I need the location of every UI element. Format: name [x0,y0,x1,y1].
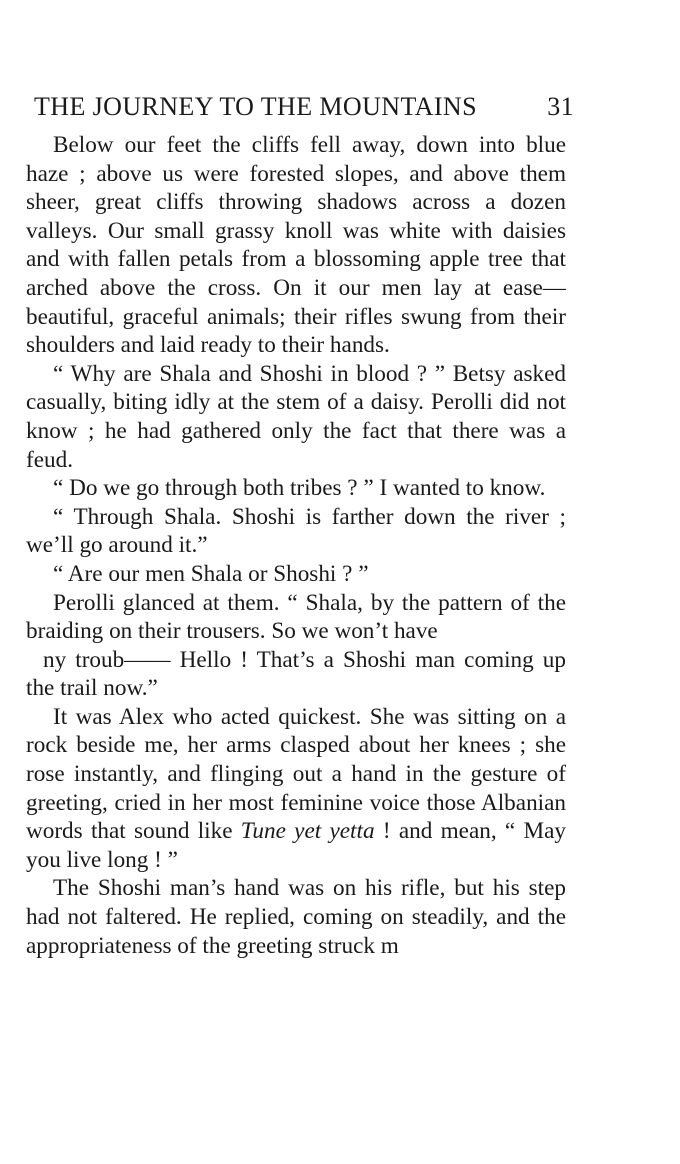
paragraph-fragment: ny troub—— Hello ! That’s a Shoshi man coming up the trail now.” [26,646,566,702]
body-text [26,131,566,960]
paragraph [26,646,566,703]
albanian-phrase: Tune yet yetta [240,818,375,845]
paragraph: “ Do we go through both tribes ? ” I wanted to know. [53,475,546,502]
paragraph [26,703,566,875]
paragraph-text: It was Alex who acted quickest. She was sitting on a rock beside me, her arms clasped about her knees ; she rose instantly, and flinging out a hand in the gesture of greeting, cried in her most feminine voice those Albanian words that sound like [26,703,566,845]
chapter-title: THE JOURNEY TO THE MOUNTAINS [34,92,477,121]
paragraph: The Shoshi man’s hand was on his rifle, but his step had not faltered. He replied, coming on steadily, and the appropriateness of the greeting struck m [26,875,566,959]
paragraph: “ Are our men Shala or Shoshi ? ” [53,560,369,587]
paragraph-text-end: ! and mean, “ May you live long ! ” [26,818,566,873]
page-number: 31 [547,92,574,121]
paragraph: “ Through Shala. Shoshi is farther down the river ; we’ll go around it.” [26,503,566,559]
paragraph: Below our feet the cliffs fell away, down into blue haze ; above us were forested slopes, and above them sheer, great cliffs throwing shadows across a dozen valleys. Our small grassy knoll was white with daisies and with fallen petals from a blossoming apple tree that arched above the cross. On it our men lay at ease—beautiful, graceful animals; their rifles swung from their shoulders and laid ready to their hands. [26,132,566,359]
paragraph: Perolli glanced at them. “ Shala, by the pattern of the braiding on their trousers. So we won’t have [26,589,566,645]
paragraph: “ Why are Shala and Shoshi in blood ? ” Betsy asked casually, biting idly at the stem of a daisy. Perolli did not know ; he had gathered only the fact that there was a feud. [26,360,566,473]
running-header [34,92,574,128]
